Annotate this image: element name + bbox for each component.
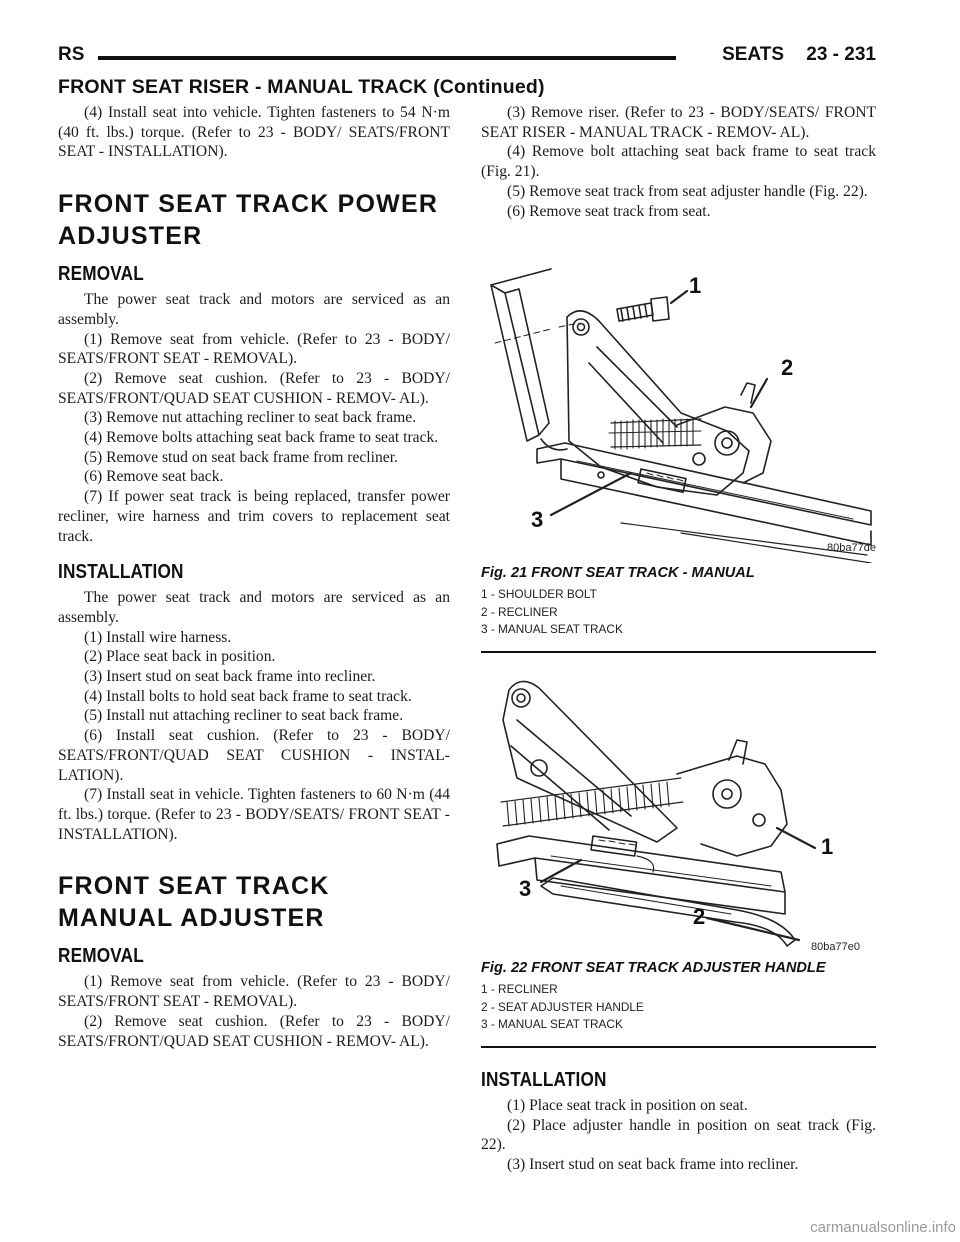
manual-installation-heading: INSTALLATION [481,1069,607,1091]
left-column [58,103,450,1051]
header-rule [98,56,676,60]
legend-item: 3 - MANUAL SEAT TRACK [481,622,623,636]
header-section: SEATS [722,44,784,65]
power-removal-step: (5) Remove stud on seat back frame from recliner. [84,448,398,466]
power-removal-step: (3) Remove nut attaching recliner to seat back frame. [84,409,417,427]
power-removal-step: The power seat track and motors are serviced as an assembly. [58,291,450,328]
figure-21-callout-1: 1 [689,273,702,298]
power-removal-step: (2) Remove seat cushion. (Refer to 23 - BODY/ SEATS/FRONT/QUAD SEAT CUSHION - REMOV- AL). [58,369,450,407]
figure-22-illustration [481,660,876,958]
figure-22-code: 80ba77e0 [811,941,860,953]
power-installation-step: (4) Install bolts to hold seat back frame to seat track. [84,687,412,705]
figure-21-illustration [481,263,876,563]
page-header [58,40,876,68]
power-removal-step: (1) Remove seat from vehicle. (Refer to 23 - BODY/ SEATS/FRONT SEAT - REMOVAL). [58,330,450,368]
legend-item: 2 - SEAT ADJUSTER HANDLE [481,999,644,1014]
legend-item: 1 - SHOULDER BOLT [481,587,597,601]
power-installation-step: (5) Install nut attaching recliner to seat back frame. [84,707,404,725]
power-installation-step: (2) Place seat back in position. [84,648,276,666]
watermark: carmanualsonline.info [810,1219,956,1236]
legend-item: 2 - RECLINER [481,604,558,619]
power-installation-step: (3) Insert stud on seat back frame into recliner. [84,668,376,686]
figure-22-callout-3: 3 [519,876,532,901]
power-removal-step: (4) Remove bolts attaching seat back frame to seat track. [84,429,439,447]
power-adjuster-title: FRONT SEAT TRACK POWER ADJUSTER [58,190,439,251]
manual-removal-heading: REMOVAL [58,945,144,968]
manual-adjuster-title: FRONT SEAT TRACK MANUAL ADJUSTER [58,872,330,933]
figure-22-caption: Fig. 22 FRONT SEAT TRACK ADJUSTER HANDLE [481,960,826,976]
power-installation-heading: INSTALLATION [58,561,184,584]
manual-removal-step: (2) Remove seat cushion. (Refer to 23 - BODY/ SEATS/FRONT/QUAD SEAT CUSHION - REMOV- AL). [58,1012,450,1050]
manual-removal-step: (3) Remove riser. (Refer to 23 - BODY/SEATS/ FRONT SEAT RISER - MANUAL TRACK - REMOV- AL). [481,104,876,141]
header-model: RS [58,44,85,65]
legend-item: 1 - RECLINER [481,982,558,996]
manual-installation-step: (1) Place seat track in position on seat. [507,1097,748,1114]
manual-removal-step: (5) Remove seat track from seat adjuster handle (Fig. 22). [507,182,868,200]
legend-item: 3 - MANUAL SEAT TRACK [481,1017,623,1031]
manual-installation-step: (3) Insert stud on seat back frame into recliner. [507,1156,799,1174]
header-page-number: 23 - 231 [806,44,876,65]
manual-removal-step: (6) Remove seat track from seat. [507,202,711,220]
power-removal-step: (6) Remove seat back. [84,468,224,486]
figure-21-bottom-rule [481,651,876,653]
power-removal-heading: REMOVAL [58,263,144,286]
power-installation-step: (6) Install seat cushion. (Refer to 23 - BODY/ SEATS/FRONT/QUAD SEAT CUSHION - INSTAL- LATION). [58,727,450,784]
figure-22-callout-2: 2 [693,904,706,929]
right-column [481,103,876,221]
figure-21-callout-3: 3 [531,507,544,532]
figure-22-callout-1: 1 [821,834,834,859]
figure-22-bottom-rule [481,1046,876,1048]
manual-installation-step: (2) Place adjuster handle in position on seat track (Fig. 22). [481,1116,876,1154]
figure-21-legend [481,586,876,639]
figure-21-caption: Fig. 21 FRONT SEAT TRACK - MANUAL [481,565,755,581]
power-installation-step: The power seat track and motors are serviced as an assembly. [58,589,450,626]
figure-21-code: 80ba77de [827,542,876,554]
figure-21-callout-2: 2 [781,355,794,380]
figure-22-legend [481,981,876,1034]
power-installation-step: (1) Install wire harness. [84,628,232,646]
figure-21 [481,263,876,653]
manual-removal-step: (4) Remove bolt attaching seat back frame to seat track (Fig. 21). [481,143,876,181]
continued-title: FRONT SEAT RISER - MANUAL TRACK (Continued) [58,76,545,98]
intro-step: (4) Install seat into vehicle. Tighten fasteners to 54 N·m (40 ft. lbs.) torque. (Refer to 23 - BODY/ SEATS/FRONT SEAT - INSTALLATION). [58,104,450,161]
manual-installation-section [481,1068,876,1175]
figure-22 [481,660,876,1048]
manual-removal-step: (1) Remove seat from vehicle. (Refer to 23 - BODY/ SEATS/FRONT SEAT - REMOVAL). [58,973,450,1011]
power-installation-step: (7) Install seat in vehicle. Tighten fasteners to 60 N·m (44 ft. lbs.) torque. (Refer to 23 - BODY/SEATS/ FRONT SEAT - INSTALLATION). [58,786,450,843]
power-removal-step: (7) If power seat track is being replaced, transfer power recliner, wire harness and trim covers to replacement seat track. [58,488,450,545]
